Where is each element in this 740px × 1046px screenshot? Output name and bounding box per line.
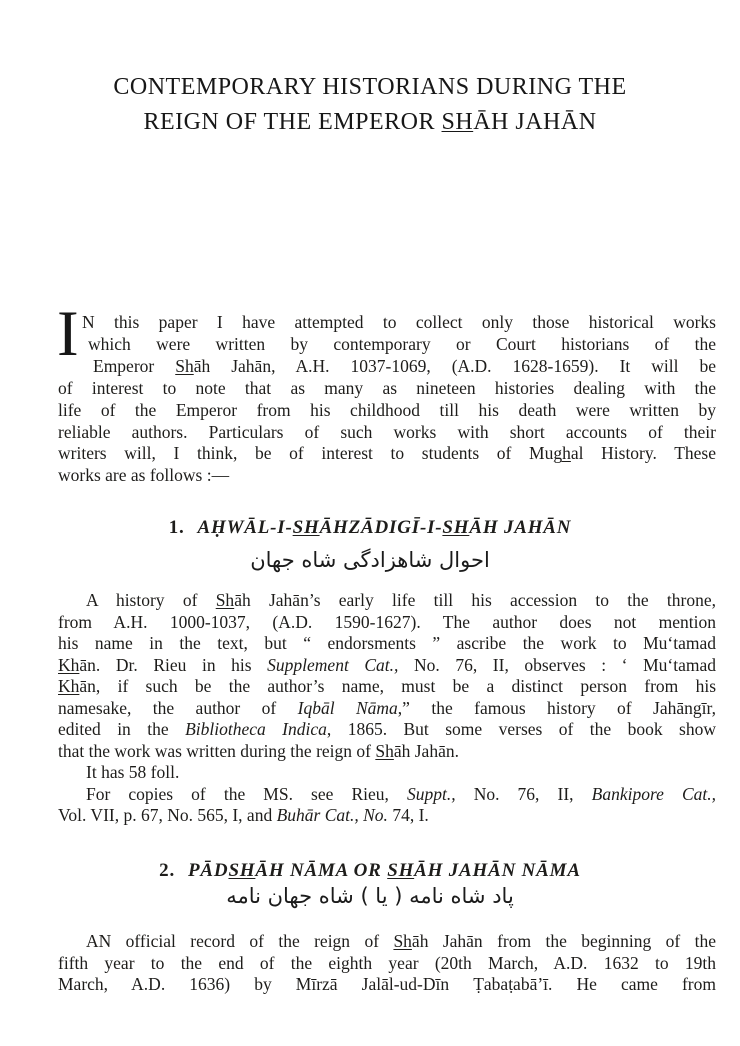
section1-arabic-title: احوال شاهزادگی شاه جهان bbox=[250, 548, 490, 572]
text-segment: March, A.D. 1636) by Mīrzā Jalāl-ud-Dīn Ṭabaṭabā’ī. He came from bbox=[58, 974, 716, 994]
underlined-transliteration: Sh bbox=[215, 590, 235, 610]
text-segment: āh Jahān. bbox=[393, 740, 459, 761]
text-line bbox=[58, 655, 716, 677]
text-segment: āh Jahān from the beginning of the bbox=[411, 931, 716, 951]
text-segment: namesake, the author of bbox=[58, 697, 298, 718]
text-segment: REIGN OF THE EMPEROR bbox=[143, 109, 442, 135]
text-segment: edited in the bbox=[58, 719, 186, 739]
italic-citation: Iqbāl Nāma bbox=[297, 697, 398, 718]
text-segment: of interest to note that as many as nineteen histories dealing with the bbox=[58, 377, 716, 398]
text-line bbox=[58, 633, 716, 655]
text-segment: A history of bbox=[86, 590, 216, 610]
text-line bbox=[58, 356, 716, 378]
text-segment: al History. These bbox=[570, 443, 716, 464]
text-segment: ĀH NĀMA OR bbox=[255, 859, 388, 881]
text-segment: ĀH JAHĀN NĀMA bbox=[414, 859, 581, 881]
text-line bbox=[58, 334, 716, 356]
text-line bbox=[58, 676, 716, 698]
text-line bbox=[29, 859, 711, 883]
text-segment: No. 76, II, bbox=[455, 783, 592, 804]
intro-paragraph bbox=[58, 312, 716, 487]
text-line bbox=[58, 784, 716, 806]
text-segment: fifth year to the end of the eighth year (20th March, A.D. 1632 to 19th bbox=[58, 952, 716, 973]
underlined-transliteration: Sh bbox=[393, 931, 412, 951]
underlined-transliteration: Kh bbox=[58, 676, 80, 696]
text-segment: AN official record of the reign of bbox=[86, 931, 394, 951]
text-line bbox=[29, 105, 711, 140]
text-segment: Vol. VII, p. 67, No. 565, I, and bbox=[58, 805, 277, 825]
text-line bbox=[58, 400, 716, 422]
underlined-transliteration: Sh bbox=[175, 355, 194, 376]
text-line bbox=[58, 465, 716, 487]
text-segment: 2. bbox=[159, 859, 176, 881]
text-segment: It has 58 foll. bbox=[86, 762, 180, 782]
underlined-transliteration: SH bbox=[387, 859, 415, 881]
page-title bbox=[29, 70, 711, 140]
text-segment: from A.H. 1000-1037, (A.D. 1590-1627). The author does not mention bbox=[58, 611, 716, 632]
section1-paragraphs bbox=[58, 590, 716, 827]
text-segment: which were written by contemporary or Court historians of the bbox=[88, 333, 716, 354]
text-segment: N this paper I have attempted to collect only those historical works bbox=[82, 312, 716, 332]
section2-heading bbox=[29, 859, 711, 883]
underlined-transliteration: Sh bbox=[375, 740, 394, 761]
text-segment: āh Jahān’s early life till his accession to the throne, bbox=[234, 590, 716, 610]
section2-arabic-title: پاد شاه نامه ( یا ) شاه جهان نامه bbox=[226, 884, 514, 908]
text-line bbox=[58, 741, 716, 763]
text-segment: works are as follows :— bbox=[58, 465, 230, 486]
text-segment: reliable authors. Particulars of such works with short accounts of their bbox=[58, 421, 716, 442]
underlined-transliteration: SH bbox=[292, 516, 320, 538]
text-line bbox=[58, 953, 716, 975]
underlined-transliteration: gh bbox=[553, 443, 571, 464]
text-segment: ān. Dr. Rieu in his bbox=[79, 654, 268, 675]
text-segment: writers will, I think, be of interest to students of Mu bbox=[58, 443, 554, 464]
text-segment: PĀD bbox=[188, 859, 229, 881]
text-segment: his name in the text, but “ endorsments ” ascribe the work to Mu‘tamad bbox=[58, 633, 716, 653]
text-segment: ĀH JAHĀN bbox=[469, 516, 572, 538]
text-segment: ĀHZĀDIGĪ-I- bbox=[319, 516, 443, 538]
text-line bbox=[58, 612, 716, 634]
text-line bbox=[58, 698, 716, 720]
text-line bbox=[58, 312, 716, 334]
text-line bbox=[58, 805, 716, 827]
text-line bbox=[58, 443, 716, 465]
italic-citation: Suppt., bbox=[407, 783, 456, 804]
section1-heading bbox=[29, 516, 711, 540]
text-segment: CONTEMPORARY HISTORIANS DURING THE bbox=[113, 74, 627, 100]
text-segment: that the work was written during the reign of bbox=[58, 740, 376, 761]
text-segment: 1. bbox=[168, 516, 185, 538]
text-line bbox=[58, 931, 716, 953]
underlined-transliteration: SH bbox=[228, 859, 256, 881]
text-line bbox=[58, 590, 716, 612]
text-segment: ,” the famous history of Jahāngīr, bbox=[397, 697, 716, 718]
text-line bbox=[29, 516, 711, 540]
text-line bbox=[29, 70, 711, 105]
section2-paragraph bbox=[58, 931, 716, 996]
underlined-transliteration: SH bbox=[441, 109, 474, 135]
text-segment: āh Jahān, A.H. 1037-1069, (A.D. 1628-1659). It will be bbox=[193, 355, 716, 376]
text-segment: No. 76, II, observes : ‘ Mu‘tamad bbox=[398, 654, 716, 675]
text-line bbox=[58, 974, 716, 996]
italic-citation: Supplement Cat., bbox=[267, 654, 399, 675]
text-line bbox=[58, 422, 716, 444]
text-line bbox=[58, 762, 716, 784]
italic-citation: Bankipore Cat., bbox=[591, 783, 716, 804]
italic-citation: Buhār Cat., No. bbox=[276, 805, 388, 825]
text-segment: Emperor bbox=[93, 355, 176, 376]
text-segment: AḤWĀL-I- bbox=[197, 516, 293, 538]
text-line bbox=[58, 378, 716, 400]
underlined-transliteration: Kh bbox=[58, 654, 80, 675]
text-segment: , 1865. But some verses of the book show bbox=[326, 719, 716, 739]
dropcap-initial: I bbox=[57, 298, 79, 370]
text-segment: For copies of the MS. see Rieu, bbox=[86, 783, 407, 804]
text-segment: ĀH JAHĀN bbox=[473, 109, 597, 135]
text-segment: ān, if such be the author’s name, must be a distinct person from his bbox=[79, 676, 716, 696]
italic-citation: Bibliotheca Indica bbox=[185, 719, 327, 739]
underlined-transliteration: SH bbox=[442, 516, 470, 538]
text-line bbox=[58, 719, 716, 741]
text-segment: 74, I. bbox=[387, 805, 429, 825]
text-segment: life of the Emperor from his childhood till his death were written by bbox=[58, 399, 716, 420]
